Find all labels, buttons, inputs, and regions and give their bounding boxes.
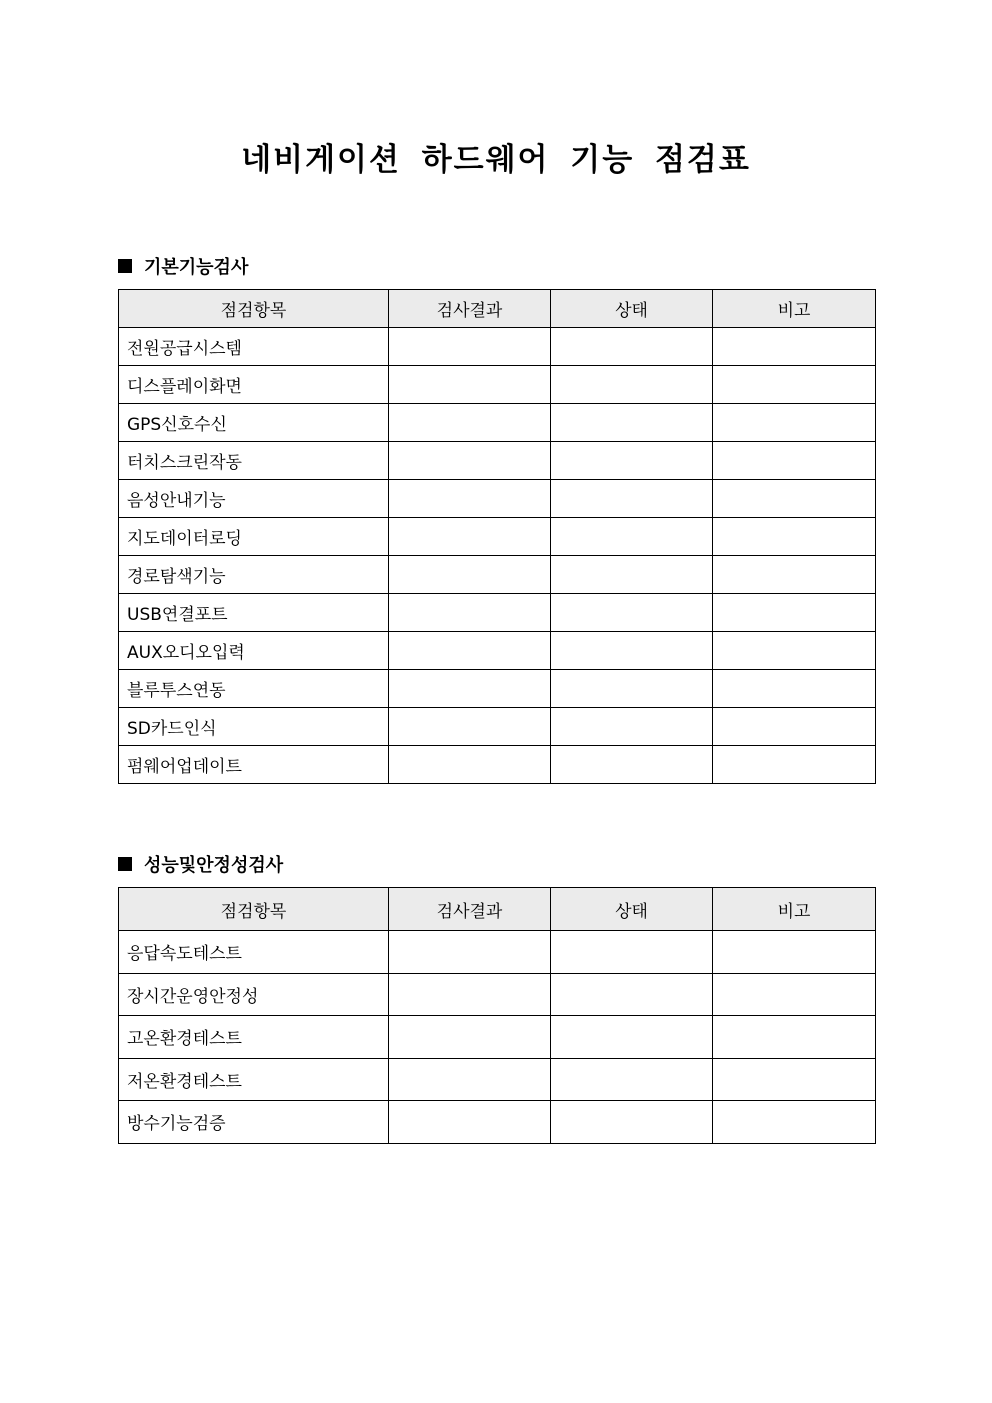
note-cell[interactable] <box>713 480 876 518</box>
result-cell[interactable] <box>389 404 551 442</box>
table-row <box>119 1058 876 1101</box>
note-cell[interactable] <box>713 708 876 746</box>
table-row <box>119 480 876 518</box>
note-cell[interactable] <box>713 632 876 670</box>
column-header-note: 비고 <box>713 290 876 328</box>
item-cell: 펌웨어업데이트 <box>119 746 389 784</box>
item-cell: GPS신호수신 <box>119 404 389 442</box>
note-cell[interactable] <box>713 404 876 442</box>
note-cell[interactable] <box>713 328 876 366</box>
note-cell[interactable] <box>713 594 876 632</box>
table-header-row <box>119 290 876 328</box>
table-row <box>119 1016 876 1059</box>
note-cell[interactable] <box>713 556 876 594</box>
section-heading-label: 기본기능검사 <box>144 257 249 278</box>
status-cell[interactable] <box>551 931 713 974</box>
status-cell[interactable] <box>551 556 713 594</box>
square-bullet-icon <box>118 857 132 871</box>
status-cell[interactable] <box>551 670 713 708</box>
status-cell[interactable] <box>551 480 713 518</box>
result-cell[interactable] <box>389 556 551 594</box>
column-header-item: 점검항목 <box>119 888 389 931</box>
status-cell[interactable] <box>551 1016 713 1059</box>
note-cell[interactable] <box>713 1101 876 1144</box>
result-cell[interactable] <box>389 708 551 746</box>
note-cell[interactable] <box>713 366 876 404</box>
table-row <box>119 973 876 1016</box>
item-cell: 디스플레이화면 <box>119 366 389 404</box>
item-cell: 터치스크린작동 <box>119 442 389 480</box>
column-header-result: 검사결과 <box>389 290 551 328</box>
note-cell[interactable] <box>713 973 876 1016</box>
table-row <box>119 746 876 784</box>
item-cell: AUX오디오입력 <box>119 632 389 670</box>
item-cell: 방수기능검증 <box>119 1101 389 1144</box>
table-row <box>119 1101 876 1144</box>
table-row <box>119 931 876 974</box>
result-cell[interactable] <box>389 1101 551 1144</box>
result-cell[interactable] <box>389 973 551 1016</box>
status-cell[interactable] <box>551 708 713 746</box>
result-cell[interactable] <box>389 746 551 784</box>
status-cell[interactable] <box>551 518 713 556</box>
item-cell: 장시간운영안정성 <box>119 973 389 1016</box>
table-row <box>119 442 876 480</box>
result-cell[interactable] <box>389 328 551 366</box>
column-header-status: 상태 <box>551 888 713 931</box>
result-cell[interactable] <box>389 670 551 708</box>
item-cell: 저온환경테스트 <box>119 1058 389 1101</box>
result-cell[interactable] <box>389 931 551 974</box>
section-heading-label: 성능및안정성검사 <box>144 855 284 876</box>
table-row <box>119 328 876 366</box>
status-cell[interactable] <box>551 594 713 632</box>
result-cell[interactable] <box>389 366 551 404</box>
square-bullet-icon <box>118 259 132 273</box>
item-cell: 경로탐색기능 <box>119 556 389 594</box>
column-header-item: 점검항목 <box>119 290 389 328</box>
result-cell[interactable] <box>389 480 551 518</box>
note-cell[interactable] <box>713 442 876 480</box>
status-cell[interactable] <box>551 1058 713 1101</box>
item-cell: USB연결포트 <box>119 594 389 632</box>
result-cell[interactable] <box>389 518 551 556</box>
document-title: 네비게이션 하드웨어 기능 점검표 <box>241 142 751 178</box>
table-row <box>119 632 876 670</box>
column-header-result: 검사결과 <box>389 888 551 931</box>
table-row <box>119 518 876 556</box>
status-cell[interactable] <box>551 632 713 670</box>
column-header-note: 비고 <box>713 888 876 931</box>
performance-stability-table <box>118 887 876 1144</box>
note-cell[interactable] <box>713 746 876 784</box>
status-cell[interactable] <box>551 746 713 784</box>
status-cell[interactable] <box>551 973 713 1016</box>
status-cell[interactable] <box>551 1101 713 1144</box>
item-cell: 전원공급시스템 <box>119 328 389 366</box>
note-cell[interactable] <box>713 670 876 708</box>
result-cell[interactable] <box>389 1016 551 1059</box>
item-cell: 음성안내기능 <box>119 480 389 518</box>
result-cell[interactable] <box>389 594 551 632</box>
item-cell: 고온환경테스트 <box>119 1016 389 1059</box>
table-row <box>119 404 876 442</box>
table-row <box>119 556 876 594</box>
item-cell: 응답속도테스트 <box>119 931 389 974</box>
basic-function-table <box>118 289 876 784</box>
result-cell[interactable] <box>389 1058 551 1101</box>
status-cell[interactable] <box>551 366 713 404</box>
item-cell: 블루투스연동 <box>119 670 389 708</box>
section-heading-basic <box>118 253 248 279</box>
table-row <box>119 366 876 404</box>
item-cell: SD카드인식 <box>119 708 389 746</box>
status-cell[interactable] <box>551 442 713 480</box>
table-row <box>119 594 876 632</box>
status-cell[interactable] <box>551 404 713 442</box>
note-cell[interactable] <box>713 1058 876 1101</box>
item-cell: 지도데이터로딩 <box>119 518 389 556</box>
note-cell[interactable] <box>713 518 876 556</box>
note-cell[interactable] <box>713 1016 876 1059</box>
table-header-row <box>119 888 876 931</box>
column-header-status: 상태 <box>551 290 713 328</box>
note-cell[interactable] <box>713 931 876 974</box>
result-cell[interactable] <box>389 632 551 670</box>
status-cell[interactable] <box>551 328 713 366</box>
table-row <box>119 670 876 708</box>
table-row <box>119 708 876 746</box>
result-cell[interactable] <box>389 442 551 480</box>
section-heading-performance <box>118 851 283 877</box>
